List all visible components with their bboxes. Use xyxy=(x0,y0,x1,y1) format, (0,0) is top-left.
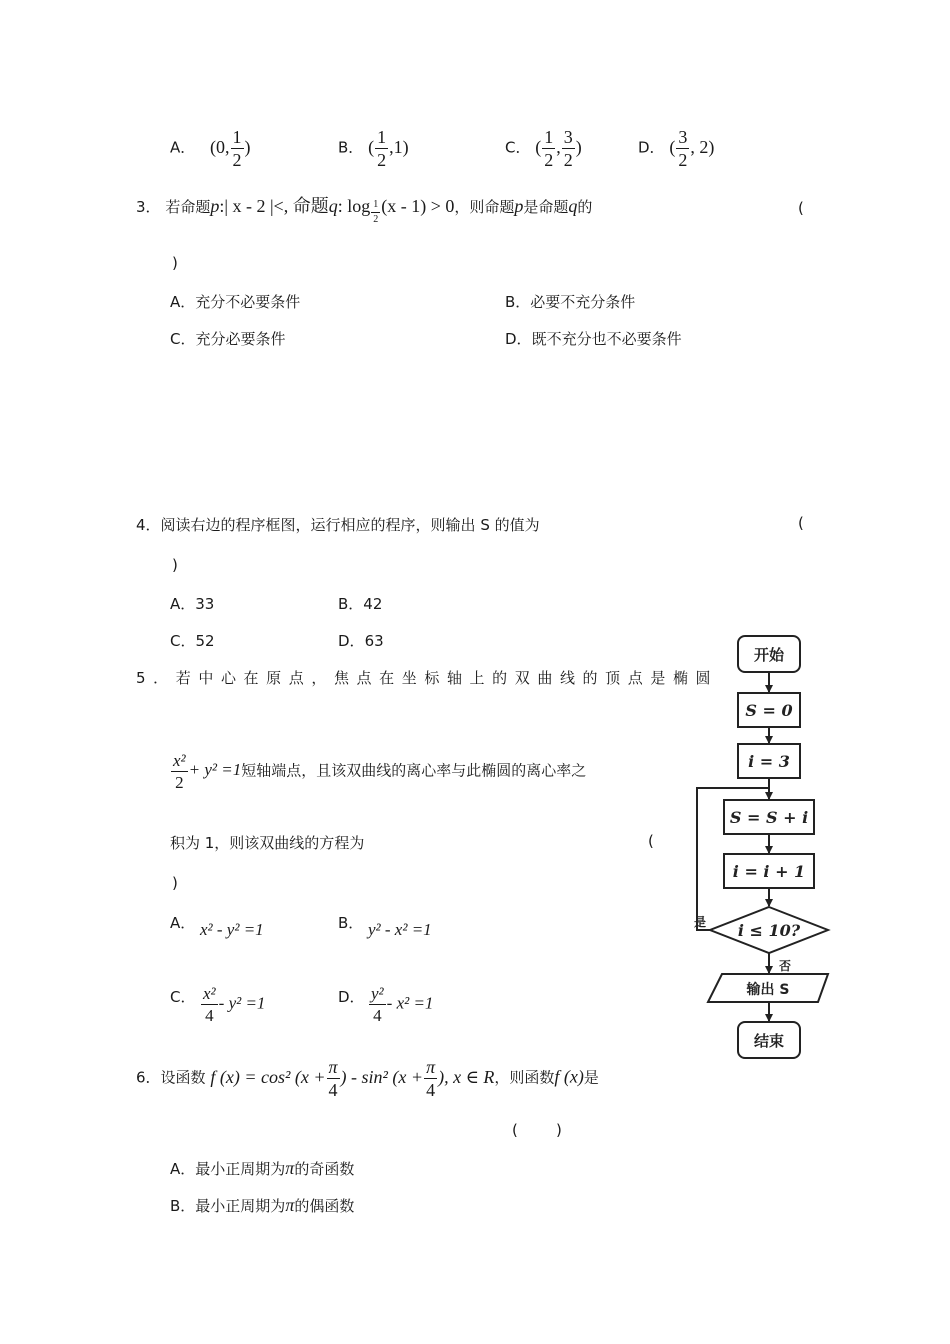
q5-option-d[interactable]: $\frac{\text{y²}}{4}$ - x² =1 xyxy=(371,984,434,1025)
flowchart-init-s-label: S = 0 xyxy=(745,701,793,720)
q4-option-b[interactable]: B．42 xyxy=(338,595,383,613)
flowchart-start-label: 开始 xyxy=(753,646,785,664)
q6-stem: 6．设函数 f (x) = cos² (x + $\frac{\pi}{4}$ ) - sin² (x + $\frac{\pi}{4}$ ), x ∈ R，则函数f (x)是 xyxy=(136,1057,599,1100)
q4-option-c[interactable]: C．52 xyxy=(170,632,215,650)
q2-option-d[interactable]: D． ( $\frac{3}{2}$ , 2) xyxy=(638,127,715,170)
q4-bracket-close: ) xyxy=(172,556,178,574)
q4-bracket-open: ( xyxy=(798,514,804,532)
q3-bracket-open: ( xyxy=(798,199,804,217)
q2-option-c[interactable]: C． ( $\frac{1}{2}$ , $\frac{3}{2}$ ) xyxy=(505,127,582,170)
flowchart-condition-label: i ≤ 10? xyxy=(737,921,801,940)
q6-option-b[interactable]: B．最小正周期为π的偶函数 xyxy=(170,1195,355,1215)
q6-option-a[interactable]: A．最小正周期为π的奇函数 xyxy=(170,1158,355,1178)
q3-bracket-close: ) xyxy=(172,254,178,272)
q5-option-d-letter[interactable]: D． xyxy=(338,988,365,1006)
q2-option-a[interactable]: A． (0, $\frac{1}{2}$ ) xyxy=(170,127,251,170)
q2-option-b[interactable]: B． ( $\frac{1}{2}$ ,1) xyxy=(338,127,409,170)
q5-option-a-letter[interactable]: A． xyxy=(170,914,196,932)
q3-option-c[interactable]: C．充分必要条件 xyxy=(170,330,286,348)
flowchart xyxy=(680,630,840,1070)
q3-option-b[interactable]: B．必要不充分条件 xyxy=(505,293,636,311)
flowchart-output-label: 输出 S xyxy=(746,982,790,998)
q5-bracket-open: ( xyxy=(648,832,654,850)
q5-stem-line1: 5．若中心在原点，焦点在坐标轴上的双曲线的顶点是椭圆 xyxy=(136,669,719,687)
q3-option-d[interactable]: D．既不充分也不必要条件 xyxy=(505,330,682,348)
q5-stem-line2: $\frac{\text{x²}}{2}$ + y² =1短轴端点，且该双曲线的离心率与此椭圆的离心率之 xyxy=(173,751,587,792)
q3-option-a[interactable]: A．充分不必要条件 xyxy=(170,293,301,311)
flowchart-yes-label: 是 xyxy=(693,915,707,929)
flowchart-update-i-label: i = i + 1 xyxy=(732,862,806,881)
q4-option-a[interactable]: A．33 xyxy=(170,595,215,613)
q4-stem: 4．阅读右边的程序框图，运行相应的程序，则输出 S 的值为 xyxy=(136,516,540,534)
q5-bracket-close: ) xyxy=(172,874,178,892)
q3-stem: 3． 若命题p:| x - 2 |<, 命题q: log $\frac{1}{2}$ (x - 1) > 0，则命题p是命题q的 xyxy=(136,196,593,225)
q5-option-a[interactable]: x² - y² =1 xyxy=(200,920,264,939)
q6-bracket: ( ) xyxy=(512,1121,562,1139)
q5-stem-line3: 积为 1，则该双曲线的方程为 xyxy=(170,834,365,852)
flowchart-update-s-label: S = S + i xyxy=(729,808,809,827)
flowchart-init-i-label: i = 3 xyxy=(748,752,790,771)
q5-option-c-letter[interactable]: C． xyxy=(170,988,196,1006)
q5-option-c[interactable]: $\frac{\text{x²}}{4}$ - y² =1 xyxy=(203,984,266,1025)
q5-option-b-letter[interactable]: B． xyxy=(338,914,364,932)
flowchart-no-label: 否 xyxy=(779,959,792,973)
q4-option-d[interactable]: D．63 xyxy=(338,632,384,650)
q5-option-b[interactable]: y² - x² =1 xyxy=(368,920,432,939)
flowchart-end-label: 结束 xyxy=(753,1032,785,1050)
